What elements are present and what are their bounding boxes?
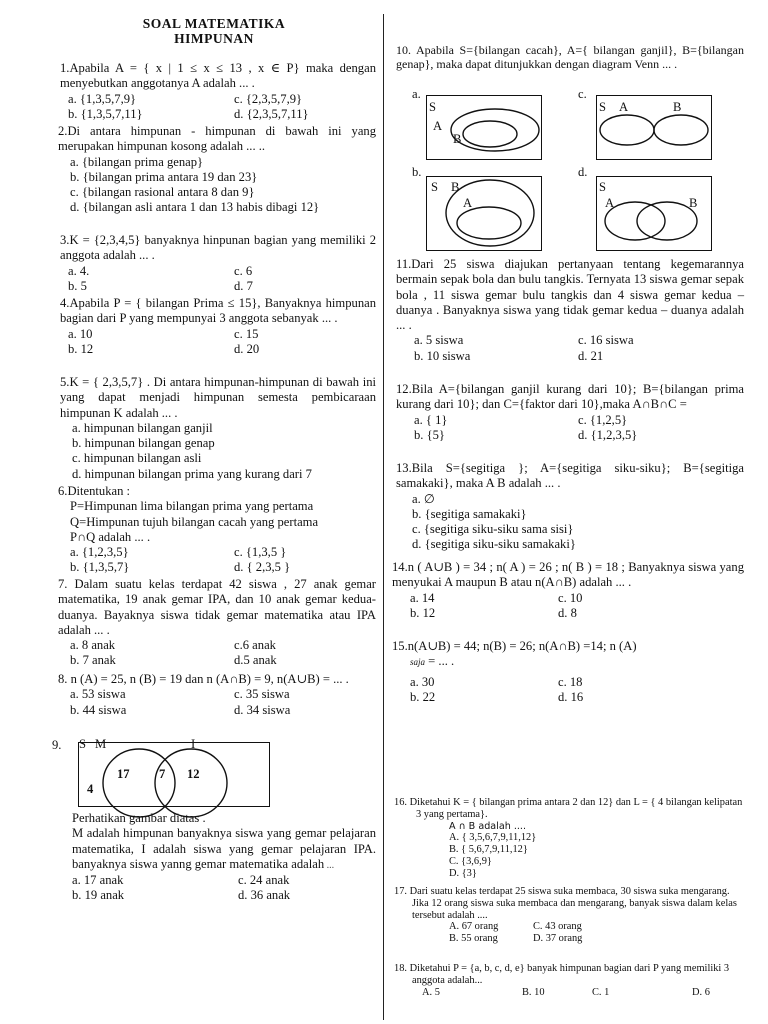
- q6-option-c: c. {1,3,5 }: [234, 545, 287, 560]
- question-15-text: 15.n(A∪B) = 44; n(B) = 26; n(A∩B) =14; n (A): [392, 639, 637, 653]
- question-15-tail: [392, 654, 744, 670]
- q4-option-a: a. 10: [68, 326, 93, 341]
- venn-c-label-b: B: [673, 100, 682, 114]
- venn-d-label-b: B: [689, 196, 698, 210]
- q15-equals: = ... .: [425, 654, 455, 669]
- venn-option-d: [596, 176, 712, 251]
- q15-option-c: c. 18: [558, 674, 583, 689]
- q2-option-a: a. {bilangan prima genap}: [70, 154, 204, 169]
- title-line-1: SOAL MATEMATIKA: [142, 16, 286, 31]
- title-line-2: HIMPUNAN: [174, 31, 254, 46]
- q11-option-c: c. 16 siswa: [578, 333, 634, 348]
- q15-option-d: d. 16: [558, 689, 584, 704]
- venn-c-circle-b: [654, 115, 708, 145]
- venn-c-circle-a: [600, 115, 654, 145]
- question-11: [396, 257, 744, 364]
- question-9-text: [72, 826, 376, 873]
- q7-option-b: b. 7 anak: [70, 653, 116, 668]
- question-7-text: 7. Dalam suatu kelas terdapat 42 siswa , 27 anak gemar matematika, 19 anak gemar IPA, dan 10 anak gemar kedua-duanya. Bayaknya siswa tidak gemar matematika atau IPA adalah ... .: [58, 577, 376, 637]
- question-9-number: 9.: [52, 738, 62, 752]
- q11-option-b: b. 10 siswa: [414, 348, 471, 363]
- q14-option-c: c. 10: [558, 590, 583, 605]
- q6-option-b: b. {1,3,5,7}: [70, 560, 130, 575]
- q9-dots: ...: [324, 859, 335, 871]
- question-5: [60, 375, 376, 482]
- q10-label-b: b.: [412, 165, 422, 179]
- venn-b-inner-circle: [457, 207, 521, 239]
- q6-option-d: d. { 2,3,5 }: [234, 560, 291, 575]
- q16-option-d: D. {3}: [449, 867, 477, 879]
- q2-option-d: d. {bilangan asli antara 1 dan 13 habis dibagi 12}: [70, 200, 320, 215]
- venn-a-label-a: A: [433, 119, 443, 133]
- question-18-text: 18. Diketahui P = {a, b, c, d, e} banyak himpunan bagian dari P yang memiliki 3 anggota adalah...: [394, 963, 730, 986]
- question-14: [392, 560, 744, 621]
- question-3-text: 3.K = {2,3,4,5} banyaknya hinpunan bagian yang memiliki 2 anggota adalah ... .: [60, 233, 376, 263]
- q3-option-c: c. 6: [234, 263, 253, 278]
- q6-option-a: a. {1,2,3,5}: [70, 545, 129, 560]
- q10-label-c: c.: [578, 87, 587, 101]
- q17-option-c: C. 43 orang: [533, 921, 582, 933]
- q18-option-c: C. 1: [592, 986, 610, 998]
- q5-option-d: d. himpunan bilangan prima yang kurang dari 7: [72, 466, 312, 481]
- q1-option-a: a. {1,3,5,7,9}: [68, 91, 137, 106]
- q10-label-d: d.: [578, 165, 588, 179]
- q18-option-b: B. 10: [522, 986, 545, 998]
- q9-label-m: M: [95, 737, 107, 751]
- q12-option-c: c. {1,2,5}: [578, 412, 628, 427]
- q7-option-a: a. 8 anak: [70, 638, 116, 653]
- q7-option-c: c.6 anak: [234, 638, 276, 653]
- q16-option-a: A. { 3,5,6,7,9,11,12}: [449, 832, 537, 844]
- venn-a-label-b: B: [453, 132, 462, 146]
- q16-line: A ∩ B adalah ....: [449, 820, 527, 832]
- q16-option-b: B. { 5,6,7,9,11,12}: [449, 844, 528, 856]
- venn-b-label-s: S: [431, 180, 439, 194]
- q9-option-a: a. 17 anak: [72, 873, 124, 888]
- circle-i: [155, 749, 227, 817]
- question-8-text: 8. n (A) = 25, n (B) = 19 dan n (A∩B) = 9, n(A∪B) = ... .: [58, 672, 349, 686]
- venn-option-a: [426, 95, 542, 160]
- q12-option-a: a. { 1}: [414, 412, 448, 427]
- venn-b-label-b: B: [451, 180, 460, 194]
- question-2: [58, 124, 376, 216]
- venn-a-inner-circle: [463, 121, 517, 147]
- q4-option-c: c. 15: [234, 326, 259, 341]
- q15-saja: saja: [410, 657, 426, 668]
- venn-c-label-a: A: [619, 100, 629, 114]
- q4-option-d: d. 20: [234, 341, 260, 356]
- q13-option-d: d. {segitiga siku-siku samakaki}: [412, 537, 576, 552]
- q16-option-c: C. {3,6,9}: [449, 855, 492, 867]
- q7-option-d: d.5 anak: [234, 653, 277, 668]
- question-13: [396, 461, 744, 553]
- q9-option-b: b. 19 anak: [72, 888, 125, 903]
- question-6: [58, 484, 376, 576]
- q8-option-a: a. 53 siswa: [70, 687, 126, 702]
- question-2-text: 2.Di antara himpunan - himpunan di bawah ini yang merupakan himpunan kosong adalah ... ..: [58, 124, 376, 154]
- q6-line-pq: P∩Q adalah ... .: [70, 529, 151, 544]
- q10-label-a: a.: [412, 87, 421, 101]
- question-13-text: 13.Bila S={segitiga }; A={segitiga siku-siku}; B={segitiga samakaki}, maka A B adalah ... .: [396, 461, 744, 491]
- circle-m: [103, 749, 175, 817]
- question-17: [394, 886, 744, 945]
- question-12-text: 12.Bila A={bilangan ganjil kurang dari 10}; B={bilangan prima kurang dari 10}; dan C={faktor dari 10},maka A∩B∩C =: [396, 382, 744, 412]
- q9-text-body: M adalah himpunan banyaknya siswa yang gemar pelajaran matematika, I adalah siswa yang gemar pelajaran IPA. banyaknya siswa yanng gemar matematika adalah: [72, 826, 376, 871]
- q17-option-a: A. 67 orang: [449, 921, 499, 933]
- q6-line-p: P=Himpunan lima bilangan prima yang pertama: [70, 499, 314, 514]
- q14-option-a: a. 14: [410, 590, 435, 605]
- q17-option-d: D. 37 orang: [533, 933, 583, 945]
- q9-option-d: d. 36 anak: [238, 888, 291, 903]
- q12-option-b: b. {5}: [414, 427, 445, 442]
- question-16: [394, 797, 744, 880]
- venn-b-shapes: [427, 177, 541, 250]
- q2-option-c: c. {bilangan rasional antara 8 dan 9}: [70, 185, 255, 200]
- q4-option-b: b. 12: [68, 341, 94, 356]
- q11-option-d: d. 21: [578, 348, 604, 363]
- q5-option-b: b. himpunan bilangan genap: [72, 436, 215, 451]
- question-1: [60, 61, 376, 122]
- question-9: [72, 811, 376, 904]
- venn-c-label-s: S: [599, 100, 607, 114]
- venn-option-b: [426, 176, 542, 251]
- venn-a-label-s: S: [429, 100, 437, 114]
- q9-label-s: S: [79, 737, 87, 751]
- q5-option-a: a. himpunan bilangan ganjil: [72, 420, 213, 435]
- question-1-text: 1.Apabila A = { x | 1 ≤ x ≤ 13 , x ∈ P} maka dengan menyebutkan anggotanya A adalah ... .: [60, 61, 376, 91]
- q18-option-a: A. 5: [422, 986, 440, 998]
- q9-value-both: 7: [159, 767, 166, 781]
- question-8: [58, 672, 376, 718]
- q11-option-a: a. 5 siswa: [414, 333, 464, 348]
- question-15: [392, 639, 744, 705]
- q18-option-d: D. 6: [692, 986, 710, 998]
- question-10-text: 10. Apabila S={bilangan cacah}, A={ bilangan ganjil}, B={bilangan genap}, maka dapat ditunjukkan dengan diagram Venn ... .: [396, 43, 744, 71]
- q13-option-c: c. {segitiga siku-siku sama sisi}: [412, 522, 574, 537]
- q8-option-d: d. 34 siswa: [234, 702, 291, 717]
- q13-option-b: b. {segitiga samakaki}: [412, 506, 527, 521]
- question-7: [58, 577, 376, 669]
- question-4: [60, 296, 376, 357]
- document-title: [52, 16, 376, 46]
- q14-option-b: b. 12: [410, 605, 436, 620]
- q9-intro: Perhatikan gambar diatas .: [72, 811, 206, 825]
- q8-option-c: c. 35 siswa: [234, 687, 290, 702]
- column-divider: [383, 14, 384, 1020]
- q5-option-c: c. himpunan bilangan asli: [72, 451, 202, 466]
- q6-line-q: Q=Himpunan tujuh bilangan cacah yang pertama: [70, 514, 319, 529]
- question-17-text: 17. Dari suatu kelas terdapat 25 siswa suka membaca, 30 siswa suka mengarang. Jika 12 orang siswa suka membaca dan mengarang, banyak siswa dalam kelas tersebut adalah ....: [394, 886, 737, 921]
- question-5-text: 5.K = { 2,3,5,7} . Di antara himpunan-himpunan di bawah ini yang dapat menjadi himpunan semesta pembicaraan himpunan K adalah ... .: [60, 375, 376, 420]
- venn-d-shapes: [597, 177, 711, 250]
- q9-label-i: I: [191, 737, 196, 751]
- q9-value-i-only: 12: [187, 767, 200, 781]
- q1-option-c: c. {2,3,5,7,9}: [234, 91, 303, 106]
- question-4-text: 4.Apabila P = { bilangan Prima ≤ 15}, Banyaknya himpunan bagian dari P yang mempunyai 3 anggota sebanyak ... .: [60, 296, 376, 326]
- q3-option-d: d. 7: [234, 278, 253, 293]
- question-12: [396, 382, 744, 443]
- q15-option-a: a. 30: [410, 674, 435, 689]
- venn-d-label-s: S: [599, 180, 607, 194]
- q9-value-outside: 4: [87, 782, 94, 796]
- q9-venn-diagram: [78, 737, 270, 807]
- question-3: [60, 233, 376, 294]
- q3-option-a: a. 4.: [68, 263, 90, 278]
- venn-d-label-a: A: [605, 196, 615, 210]
- q17-option-b: B. 55 orang: [449, 933, 498, 945]
- q1-option-d: d. {2,3,5,7,11}: [234, 106, 309, 121]
- q3-option-b: b. 5: [68, 278, 87, 293]
- question-14-text: 14.n ( A∪B ) = 34 ; n( A ) = 26 ; n( B ) = 18 ; Banyaknya siswa yang menyukai A maupun B atau n(A∩B) adalah ... .: [392, 560, 744, 590]
- q9-value-m-only: 17: [117, 767, 130, 781]
- q1-option-b: b. {1,3,5,7,11}: [68, 106, 143, 121]
- venn-d-circle-b: [637, 202, 697, 240]
- venn-a-shapes: [427, 96, 541, 159]
- q2-option-b: b. {bilangan prima antara 19 dan 23}: [70, 169, 258, 184]
- venn-c-shapes: [597, 96, 711, 159]
- q13-option-a: a. ∅: [412, 491, 435, 506]
- q18-options: [394, 987, 744, 999]
- question-16-text: 16. Diketahui K = { bilangan prima antara 2 dan 12} dan L = { 4 bilangan kelipatan 3 yang pertama}.: [394, 797, 743, 820]
- q8-option-b: b. 44 siswa: [70, 702, 127, 717]
- q9-option-c: c. 24 anak: [238, 873, 290, 888]
- question-11-text: 11.Dari 25 siswa diajukan pertanyaan tentang kegemarannya bermain sepak bola dan bulu tangkis. Ternyata 13 siswa gemar sepak bola , 11 siswa gemar bulu tangkis dan 4 siswa gemar kedua – duanya . Banyaknya siswa yang tidak gemar kedua – duanya adalah ... .: [396, 257, 744, 333]
- venn-b-label-a: A: [463, 196, 473, 210]
- q14-option-d: d. 8: [558, 605, 577, 620]
- q15-option-b: b. 22: [410, 689, 436, 704]
- q9-venn-circles: [79, 743, 269, 806]
- question-18: [394, 963, 744, 999]
- q12-option-d: d. {1,2,3,5}: [578, 427, 638, 442]
- venn-option-c: [596, 95, 712, 160]
- question-6-text: 6.Ditentukan :: [58, 484, 131, 498]
